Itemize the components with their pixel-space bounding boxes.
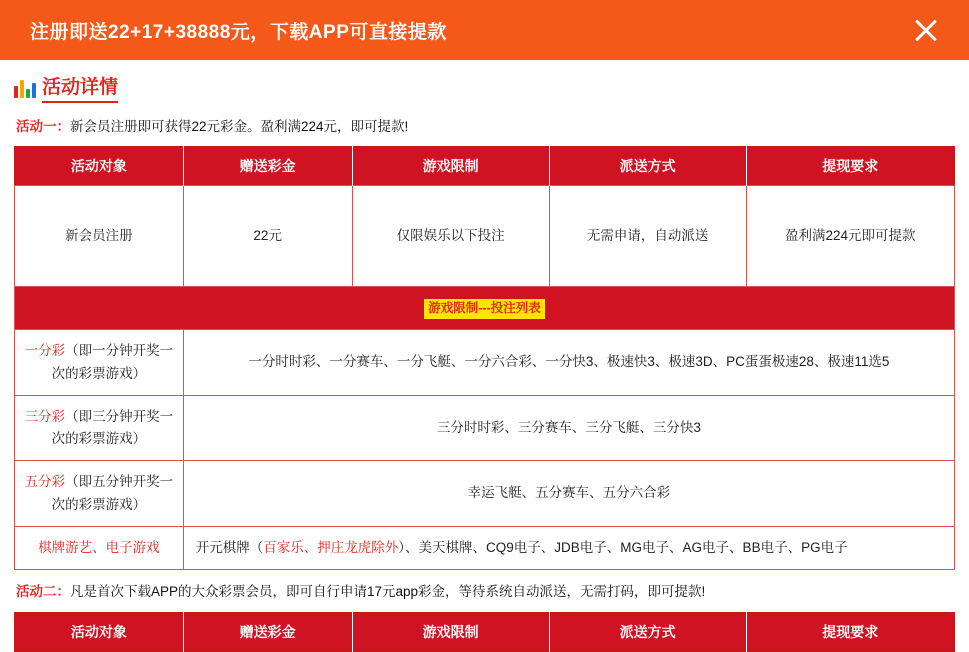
col-header-withdraw: 提现要求: [746, 613, 954, 652]
cell-withdraw: 盈利满224元即可提款: [746, 186, 954, 287]
table-row: [15, 461, 955, 527]
activity-content: [0, 60, 969, 652]
col-header-delivery: 派送方式: [549, 147, 746, 186]
games-list-highlight: 百家乐、押庄龙虎除外: [263, 539, 399, 555]
activity-two-text: 凡是首次下载APP的大众彩票会员，即可自行申请17元app彩金，等待系统自动派送，无需打码，即可提款!: [70, 584, 706, 600]
games-list: 一分时时彩、一分赛车、一分飞艇、一分六合彩、一分快3、极速快3、极速3D、PC蛋蛋极速28、极速11选5: [183, 330, 954, 396]
category-note: （即一分钟开奖一次的彩票游戏）: [51, 343, 174, 381]
games-list-prefix: 开元棋牌（: [195, 539, 264, 555]
col-header-withdraw: 提现要求: [746, 147, 954, 186]
table-header-row: [15, 147, 955, 186]
table-row: [15, 526, 955, 569]
games-list: 幸运飞艇、五分赛车、五分六合彩: [183, 461, 954, 527]
category-name: 一分彩: [24, 343, 66, 359]
games-list: [183, 526, 954, 569]
cell-bonus: 22元: [183, 186, 352, 287]
activity-one-line: [16, 117, 955, 137]
category-name: 三分彩: [24, 408, 66, 424]
games-banner-row: [15, 287, 955, 330]
activity-two-label: 活动二：: [16, 584, 70, 600]
col-header-bonus: 赠送彩金: [183, 613, 352, 652]
promo-banner: [0, 0, 969, 60]
promo-banner-title: 注册即送22+17+38888元，下载APP可直接提款: [30, 21, 447, 43]
page-title: 活动详情: [42, 76, 118, 103]
table-row: [15, 330, 955, 396]
table-header-row: [15, 613, 955, 652]
cell-game-limit: 仅限娱乐以下投注: [352, 186, 549, 287]
col-header-delivery: 派送方式: [549, 613, 746, 652]
cell-delivery: 无需申请，自动派送: [549, 186, 746, 287]
col-header-game-limit: 游戏限制: [352, 147, 549, 186]
category-note: （即五分钟开奖一次的彩票游戏）: [51, 474, 174, 512]
category-cell: [15, 395, 184, 461]
col-header-target: 活动对象: [15, 613, 184, 652]
category-name: 五分彩: [24, 474, 66, 490]
games-banner-text: 游戏限制---投注列表: [424, 299, 545, 319]
col-header-bonus: 赠送彩金: [183, 147, 352, 186]
activity-one-label: 活动一：: [16, 118, 70, 134]
table-row: [15, 395, 955, 461]
col-header-target: 活动对象: [15, 147, 184, 186]
activity-icon: [14, 78, 36, 100]
activity-two-table: [14, 612, 955, 652]
activity-one-text: 新会员注册即可获得22元彩金。盈利满224元，即可提款!: [70, 118, 409, 134]
category-name: 棋牌游艺、电子游戏: [38, 539, 160, 555]
activity-two-line: [16, 582, 955, 602]
games-list-suffix: ）、美天棋牌、CQ9电子、JDB电子、MG电子、AG电子、BB电子、PG电子: [398, 539, 848, 555]
table-row: [15, 186, 955, 287]
section-header: [14, 76, 955, 103]
close-icon[interactable]: [909, 13, 943, 47]
category-cell: [15, 330, 184, 396]
category-cell: [15, 461, 184, 527]
cell-target: 新会员注册: [15, 186, 184, 287]
games-banner-cell: [15, 287, 955, 330]
activity-one-table: [14, 146, 955, 570]
col-header-game-limit: 游戏限制: [352, 613, 549, 652]
category-cell: [15, 526, 184, 569]
category-note: （即三分钟开奖一次的彩票游戏）: [51, 408, 174, 447]
games-list: 三分时时彩、三分赛车、三分飞艇、三分快3: [183, 395, 954, 461]
